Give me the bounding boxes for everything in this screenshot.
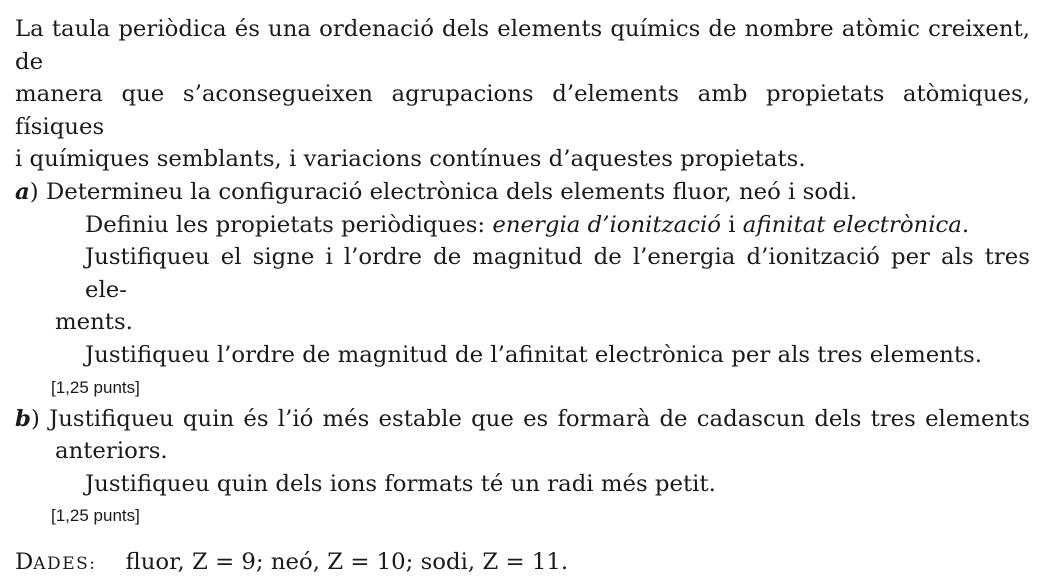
part-a-points: [1,25 punts]: [51, 377, 140, 397]
part-a-label: a: [15, 178, 30, 205]
part-a-question-3-line-2: ments.: [55, 309, 133, 336]
term-ionization-energy: energia d’ionització: [492, 211, 721, 238]
part-a-q2-mid: i: [721, 211, 743, 238]
part-b-question-1-line-1: [15, 403, 1030, 436]
part-a-question-2: [15, 209, 1030, 242]
intro-line-2: manera que s’aconsegueixen agrupacions d’elements amb propietats atòmiques, físiques: [15, 81, 1030, 140]
part-b-points: [1,25 punts]: [51, 506, 140, 526]
part-b-question-1-line-2: anteriors.: [55, 438, 168, 465]
exam-question: [15, 13, 1030, 581]
part-b-question-2: Justifiqueu quin dels ions formats té un radi més petit.: [85, 470, 716, 497]
part-a-question-3-line-1: Justifiqueu el signe i l’ordre de magnitud de l’energia d’ionització per als tres ele-: [85, 244, 1030, 303]
part-a-q2-end: .: [961, 211, 970, 238]
part-a-question-1: [15, 176, 1030, 209]
part-a-paren: ): [29, 178, 39, 205]
part-a-q1-text: Determineu la configuració electrònica dels elements fluor, neó i sodi.: [45, 178, 858, 205]
part-b-label: b: [15, 405, 31, 432]
data-line: [15, 546, 1030, 581]
part-b-q1-text: Justifiqueu quin és l’ió més estable que es formarà de cadascun dels tres elements: [49, 405, 1030, 432]
part-a-q2-prefix: Definiu les propietats periòdiques:: [85, 211, 493, 238]
intro-line-1: La taula periòdica és una ordenació dels elements químics de nombre atòmic creixent, de: [15, 16, 1030, 75]
data-heading: DADES:: [15, 549, 97, 576]
intro-line-3: i químiques semblants, i variacions contínues d’aquestes propietats.: [15, 146, 806, 173]
part-b-paren: ): [30, 405, 40, 432]
term-electron-affinity: afinitat electrònica: [742, 211, 962, 238]
part-a-question-4: Justifiqueu l’ordre de magnitud de l’afinitat electrònica per als tres elements.: [85, 341, 982, 368]
data-values: fluor, Z = 9; neó, Z = 10; sodi, Z = 11.: [125, 549, 569, 576]
